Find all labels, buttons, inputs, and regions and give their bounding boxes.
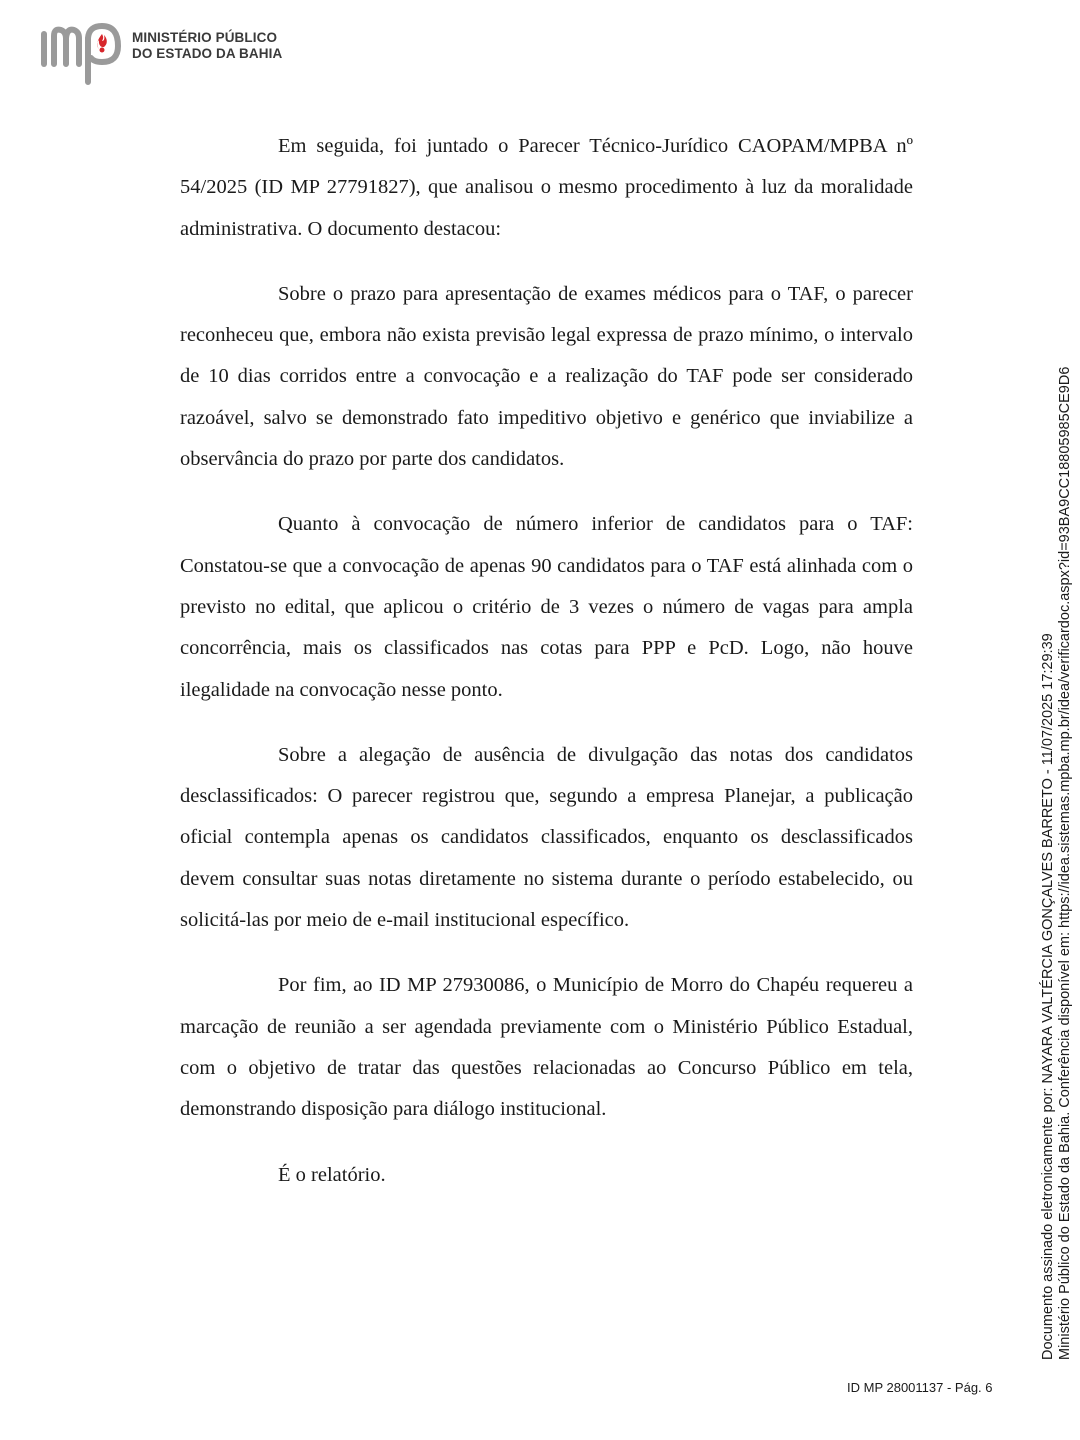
paragraph-2: Sobre o prazo para apresentação de exames médicos para o TAF, o parecer reconheceu que, embora não exista previsão legal expressa de prazo mínimo, o intervalo de 10 dias corridos entre a convocação e a realização do TAF pode ser considerado razoável, salvo se demonstrado fato impeditivo objetivo e genérico que inviabilize a observância do prazo por parte dos candidatos.: [180, 282, 913, 471]
org-name-line2: DO ESTADO DA BAHIA: [132, 46, 283, 61]
document-header: [38, 18, 358, 88]
org-name-line1: MINISTÉRIO PÚBLICO: [132, 30, 278, 45]
paragraph-1: Em seguida, foi juntado o Parecer Técnico-Jurídico CAOPAM/MPBA nº 54/2025 (ID MP 27791827), que analisou o mesmo procedimento à luz da moralidade administrativa. O documento destacou:: [180, 135, 913, 240]
signature-stamp: [1040, 368, 1073, 1368]
paragraph-5: Por fim, ao ID MP 27930086, o Município de Morro do Chapéu requereu a marcação de reunião a ser agendada previamente com o Ministério Público Estadual, com o objetivo de tratar das questões relacionadas ao Concurso Público em tela, demonstrando disposição para diálogo institucional.: [180, 974, 913, 1121]
paragraph-3: Quanto à convocação de número inferior de candidatos para o TAF: Constatou-se que a convocação de apenas 90 candidatos para o TAF está alinhada com o previsto no edital, que aplicou o critério de 3 vezes o número de vagas para ampla concorrência, mais os classificados nas cotas para PPP e PcD. Logo, não houve ilegalidade na convocação nesse ponto.: [180, 513, 913, 701]
document-body: [180, 126, 913, 1196]
organization-name: [132, 30, 282, 62]
signature-line-2: Ministério Público do Estado da Bahia. Conferência disponível em: https://idea.sistemas.mpba.mp.br/idea/verificardoc.aspx?id=93BA9CC18805985CE9D6: [1056, 366, 1073, 1360]
signature-line-1: Documento assinado eletronicamente por: NAYARA VALTÉRCIA GONÇALVES BARRETO - 11/07/2025 17:29:39: [1040, 633, 1056, 1360]
paragraph-4: Sobre a alegação de ausência de divulgação das notas dos candidatos desclassificados: O parecer registrou que, segundo a empresa Planejar, a publicação oficial contempla apenas os candidatos classificados, enquanto os desclassificados devem consultar suas notas diretamente no sistema durante o período estabelecido, ou solicitá-las por meio de e-mail institucional específico.: [180, 743, 913, 932]
page-footer: ID MP 28001137 - Pág. 6: [847, 1380, 993, 1395]
closing-line: É o relatório.: [278, 1163, 386, 1186]
mp-logo-icon: [38, 18, 128, 88]
